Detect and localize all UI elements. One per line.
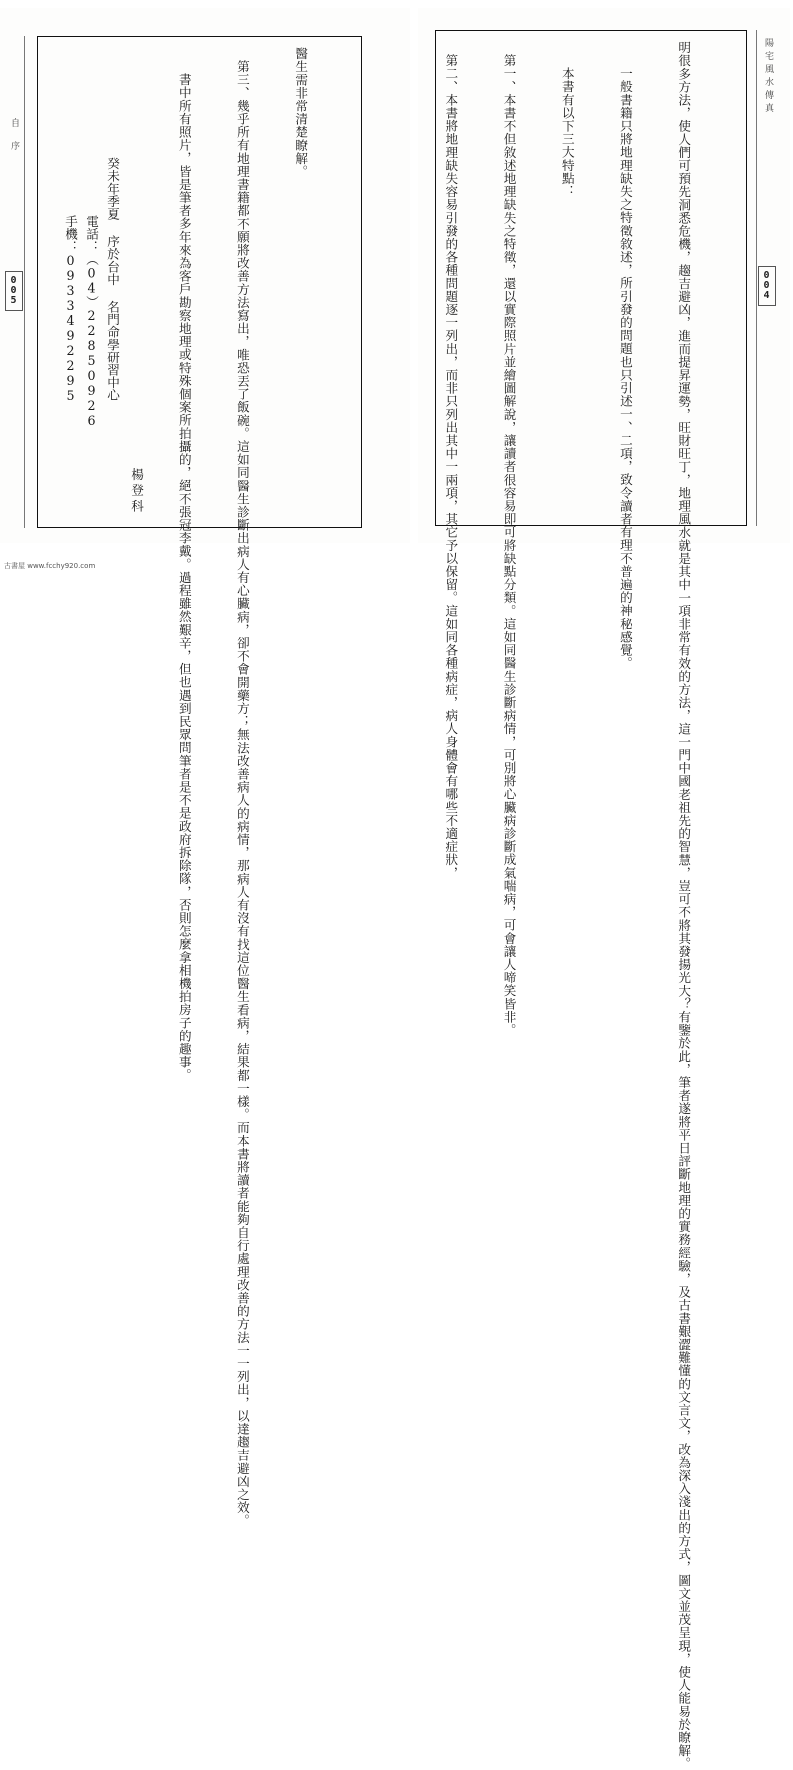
paragraph: 明很多方法，使人們可預先洞悉危機，趨吉避凶，進而提昇運勢，旺財旺丁，地理風水就是其中一項非常有效的方法，這一門中國老祖先的智慧，豈可不將其發揚光大？有鑒於此，筆者遂將平日評斷地理的實務經驗，及古書艱澀難懂的文言文，改為深入淺出的方式，圖文並茂呈現，使人能易於瞭解。 [676,41,692,1770]
paragraph: 醫生需非常清楚瞭解。 [293,47,309,178]
author-signature: 楊登科 [129,468,144,515]
header-rule [756,30,757,526]
text-frame [435,30,747,1770]
running-header: 自序 [9,118,19,164]
paragraph: 本書有以下三大特點： [559,67,575,198]
paragraph: 書中所有照片，皆是筆者多年來為客戶勘察地理或特殊個案所拍攝的，絕不張冠李戴。過程雖然艱辛，但也遇到民眾問筆者是不是政府拆除隊，否則怎麼拿相機拍房子的趣事。 [176,73,192,1082]
preface-date-place: 癸未年季夏 序於台中 名門命學研習中心 [105,157,120,402]
mobile-number: 手機：0933492295 [63,215,78,403]
paragraph: 第二、本書將地理缺失容易引發的各種問題逐一列出，而非只列出其中一兩項，其它予以保留。這如同各種病症，病人身體會有哪些不適症狀， [443,54,459,880]
phone-number: 電話：（04）22850926 [84,215,99,428]
body-text [402,41,732,1770]
body-text [139,47,349,1528]
page-number: 004 [761,270,772,300]
paragraph: 第一、本書不但敘述地理缺失之特徵，還以實際照片並繪圖解說，讓讀者很容易即可將缺點分類。這如同醫生診斷病情，可別將心臟病診斷成氣喘病，可會讓人啼笑皆非。 [501,54,517,1037]
page-number: 005 [8,275,19,305]
paragraph: 一般書籍只將地理缺失之特徵敘述，所引發的問題也只引述一、二項，致令讀者有理不普遍的神秘感覺。 [617,67,633,670]
header-rule [24,36,25,528]
book-page-right [418,8,790,1770]
running-header: 陽宅風水傳真 [763,38,773,116]
site-watermark: 古書屋 www.fcchy920.com [4,562,96,570]
paragraph: 第三、幾乎所有地理書籍都不願將改善方法寫出，唯恐丟了飯碗。這如同醫生診斷出病人有心臟病，卻不會開藥方；無法改善病人的病情，那病人有沒有找這位醫生看病，結果都一樣。而本書將讀者能夠自行處理改善的方法一一列出，以達趨吉避凶之效。 [234,60,250,1528]
